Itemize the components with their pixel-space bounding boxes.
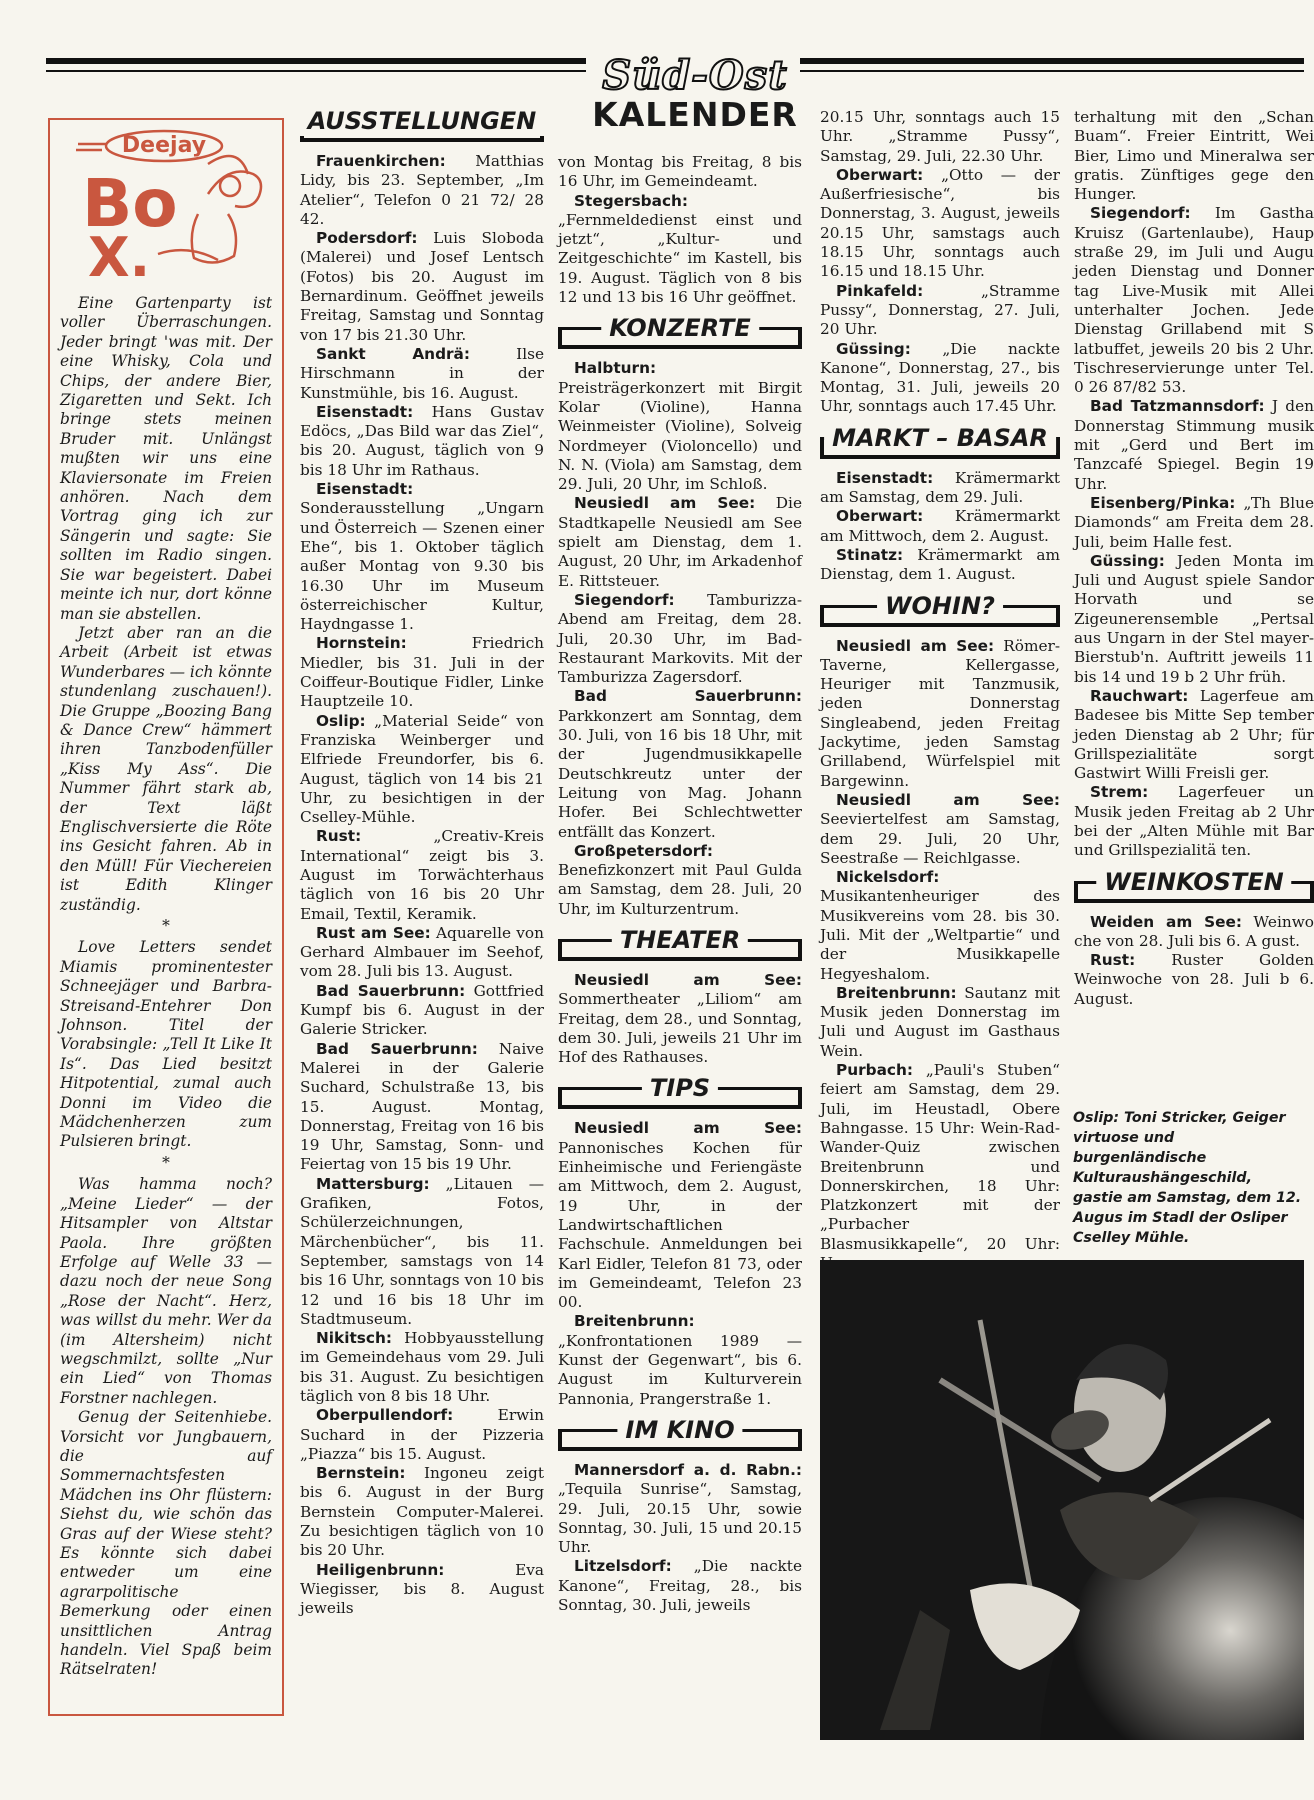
listing-text: Die Stadtkapelle Neusiedl am See spielt am Dienstag, dem 1. August, 20 Uhr, im Arkadenhof E. Rittsteuer. [558,494,803,590]
logo-bottom-text: X. [88,226,151,289]
listing-text: Römer-Taverne, Kellergasse, Heuriger mit Tanzmusik, jeden Donnerstag Singleabend, jeden Freitag Jackytime, jeden Samstag Grillabend, Würfelspiel mit Bargewinn. [820,636,1060,790]
listing-entry [1074,913,1314,952]
listing-entry [1074,108,1314,204]
section-header-tips [558,1073,802,1109]
listing-entry [820,868,1060,984]
listing-entry [1074,951,1314,1009]
listing-place: Güssing: [836,339,911,358]
listing-text: Parkkonzert am Sonntag, dem 30. Juli, von 16 bis 18 Uhr, mit der Jugendmusikkapelle Deutschkreutz unter der Leitung von Mag. Johann Hofer. Bei Schlechtwetter entfällt das Konzert. [558,706,802,841]
listing-entry [300,1561,544,1619]
listing-place: Oberwart: [836,507,924,526]
listing-place: Stegersbach: [574,191,689,210]
listing-place: Eisenstadt: [836,468,934,487]
listing-entry [1074,204,1314,397]
section-title: AUSSTELLUNGEN [300,106,545,136]
listing-place: Neusiedl am See: [836,636,995,655]
listing-place: Mannersdorf a. d. Rabn.: [574,1460,802,1479]
listing-text: von Montag bis Freitag, 8 bis 16 Uhr, im Gemeindeamt. [558,153,802,191]
listing-text: Ruster Golden Weinwoche von 28. Juli b 6. August. [1074,951,1314,1008]
listing-text: Jeden Monta im Juli und August spiele Sandor Horvath und se Zigeunerensemble „Pertsal aus Ungarn in der Stel mayer-Bierstub'n. Auftritt jeweils 11 bis 14 und 19 b 2 Uhr früh. [1074,551,1314,686]
listing-entry [1074,552,1314,687]
section-title: KONZERTE [601,313,759,343]
listing-text: Ingoneu zeigt bis 6. August in der Burg Bernstein Computer-Malerei. Zu besichtigen täglich von 10 bis 20 Uhr. [300,1464,544,1560]
listing-place: Stinatz: [836,545,904,564]
listing-entry [558,591,802,687]
sidebar-paragraph: Genug der Seitenhiebe. Vorsicht vor Jungbauern, die auf Sommernachtsfesten Mädchen ins Ohr flüstern: Siehst du, wie schön das Gras auf der Wiese steht? Es könnte sich dabei entweder um eine agrarpolitische Bemerkung oder einen unsittlichen Antrag handeln. Viel Spaß beim Rätselraten! [60,1408,272,1679]
listing-place: Breitenbrunn: [574,1312,695,1331]
top-rule-right [800,58,1304,64]
listing-entry [820,108,1060,166]
listing-entry [300,1175,544,1329]
listing-text: Sonderausstellung „Ungarn und Österreich — Szenen einer Ehe“, bis 1. Oktober täglich außer Montag von 9.30 bis 16.30 Uhr im Museum österreichischer Kultur, Haydngasse 1. [300,499,544,634]
listing-entry [558,1312,802,1408]
top-rule-right-thin [800,70,1304,72]
listing-text: 20.15 Uhr, sonntags auch 15 Uhr. „Stramme Pussy“, Samstag, 29. Juli, 22.30 Uhr. [820,108,1060,165]
listing-place: Eisenstadt: [316,402,414,421]
listing-text: Ilse Hirschmann in der Kunstmühle, bis 16. August. [300,344,544,402]
column-weinkosten [1074,108,1314,1009]
listing-text: Weinwo che von 28. Juli bis 6. A gust. [1074,912,1314,950]
listing-text: Pannonisches Kochen für Einheimische und Feriengäste am Mittwoch, dem 2. August, 19 Uhr, in der Landwirtschaftlichen Fachschule. Anmeldungen bei Karl Eidler, Telefon 81 73, oder im Gemeindeamt, Telefon 23 00. [558,1138,802,1312]
listing-place: Hornstein: [316,634,407,653]
listing-entry [558,1119,802,1312]
listing-entry [820,984,1060,1061]
column-ausstellungen [300,100,544,1619]
listing-place: Großpetersdorf: [574,841,714,860]
listing-place: Heiligenbrunn: [316,1560,445,1579]
deejay-logo-icon [58,124,270,289]
listing-entry [820,282,1060,340]
listing-place: Neusiedl am See: [836,790,1060,809]
listing-place: Pinkafeld: [836,281,924,300]
listing-place: Neusiedl am See: [574,970,802,989]
listing-text: Lagerfeuer un Musik jeden Freitag ab 2 Uhr bei der „Alten Mühle mit Bar und Grillspezialitä ten. [1074,783,1314,860]
listing-entry [1074,397,1314,493]
section-header-ausstellungen [300,106,544,142]
listing-entry [558,494,802,590]
listing-text: „Fernmeldedienst einst und jetzt“, „Kultur- und Zeitgeschichte“ im Kastell, bis 19. August. Täglich von 8 bis 12 und 13 bis 16 Uhr geöffnet. [558,210,802,307]
sidebar-paragraph: Was hamma noch? „Meine Lieder“ — der Hitsampler von Altstar Paola. Ihre größten Erfolge auf Welle 33 — dazu noch der neue Song „Rose der Nacht“. Herz, was willst du mehr. Wer da (im Altersheim) nicht wegschmilzt, sollte „Nur ein Lied“ von Thomas Forstner nachlegen. [60,1175,272,1407]
section-title: MARKT – BASAR [824,423,1056,453]
section-header-markt [820,423,1060,459]
listing-text: Lagerfeue am Badesee bis Mitte Sep tember jeden Dienstag ab 2 Uhr; für Grillspezialitäte sorgt Gastwirt Willi Freisli ger. [1074,686,1314,783]
listing-place: Rust am See: [316,923,431,942]
listing-text: Naive Malerei in der Galerie Suchard, Schulstraße 13, bis 15. August. Montag, Donnerstag, Freitag von 16 bis 19 Uhr, Samstag, Sonn- und Feiertag von 15 bis 19 Uhr. [300,1039,544,1174]
listing-text: Krämermarkt am Samstag, dem 29. Juli. [820,468,1060,507]
section-title: THEATER [612,925,748,955]
masthead-title: KALENDER [592,95,798,134]
listing-place: Purbach: [836,1061,913,1080]
listing-place: Strem: [1090,783,1149,802]
listing-text: „Pauli's Stuben“ feiert am Samstag, dem 29. Juli, im Heustadl, Obere Bahngasse. 15 Uhr: Wein-Rad-Wander-Quiz zwischen Breitenbrunn und Donnerskirchen, 18 Uhr: Platzkonzert mit der „Purbacher Blasmusikkapelle“, 20 Uhr: [820,1061,1060,1253]
listing-entry [558,971,802,1067]
listing-place: Mattersburg: [316,1174,430,1193]
photo-caption: Oslip: Toni Stricker, Geiger virtuose und burgenländische Kulturaushängeschild, gastie am Samstag, dem 12. Augus im Stadl der Osliper Cselley Mühle. [1073,1110,1302,1246]
listing-text: Gottfried Kumpf bis 6. August in der Galerie Stricker. [300,981,545,1039]
listing-entry [558,842,802,919]
listing-text: „Stramme Pussy“, Donnerstag, 27. Juli, 20 Uhr. [820,281,1060,339]
listing-text: Im Gastha Kruisz (Gartenlaube), Haup straße 29, im Juli und Augu jeden Dienstag und Donner tag Live-Musik mit Allei unterhalter Jochen. Jede Dienstag Grillabend mit S latbuffet, jeweils 20 bis 2 Uhr. Tischreservierunge unter Tel. 0 26 87/82 53. [1074,204,1314,397]
listing-entry [300,827,544,923]
listing-place: Eisenstadt: [316,480,414,499]
listing-text: Matthias Lidy, bis 23. September, „Im Atelier“, Telefon 0 21 72/ 28 42. [300,152,544,228]
listing-entry [558,153,802,192]
listing-place: Frauenkirchen: [316,152,446,170]
listing-text: „Tequila Sunrise“, Samstag, 29. Juli, 20.15 Uhr, sowie Sonntag, 30. Juli, 15 und 20.15 Uhr. [558,1480,802,1557]
listing-text: Preisträgerkonzert mit Birgit Kolar (Violine), Hanna Weinmeister (Violine), Solveig Nordmeyer (Violoncello) und N. N. (Viola) am Samstag, dem 29. Juli, 20 Uhr, im Schloß. [558,378,802,494]
listing-place: Siegendorf: [574,590,675,609]
listing-text: Krämermarkt am Dienstag, dem 1. August. [820,545,1060,584]
listing-entry [300,982,544,1040]
violinist-image-icon [820,1260,1304,1740]
listing-place: Güssing: [1090,551,1165,570]
listing-text: „Th Blue Diamonds“ am Freita dem 28. Juli, beim Halle fest. [1074,493,1314,551]
listing-place: Bad Sauerbrunn: [316,981,466,1000]
section-header-konzerte [558,313,802,349]
sidebar-paragraph: Love Letters sendet Miamis prominentester Schneejäger und Barbra-Streisand-Entehrer Don Johnson. Titel der Vorabsingle: „Tell It Like It Is“. Das Lied besitzt Hitpotential, zumal auch Donni im Video die Mädchenherzen zum Pulsieren bringt. [60,938,272,1151]
listing-text: Krämermarkt am Mittwoch, dem 2. August. [820,507,1060,545]
column-konzerte [558,153,802,1615]
listing-place: Litzelsdorf: [574,1557,672,1576]
column-markt-wohin [820,108,1060,1273]
listing-place: Halbturn: [574,359,657,378]
section-header-kino [558,1415,802,1451]
listing-text: Eva Wiegisser, bis 8. August jeweils [300,1560,544,1618]
listing-place: Neusiedl am See: [574,1119,802,1138]
top-rule-left [46,58,586,64]
sidebar-paragraph: Jetzt aber ran an die Arbeit (Arbeit ist etwas Wunderbares — ich könnte stundenlang zuschauen!). Die Gruppe „Boozing Bang & Dance Crew“ hämmert ihren Tanzbodenfüller „Kiss My Ass“. Die Nummer fährt stark ab, der Text läßt Englischversierte die Röte ins Gesicht fahren. Ab in den Müll! Für Viechereien ist Edith Klinger zuständig. [60,623,272,914]
listing-place: Bad Tatzmannsdorf: [1090,397,1265,416]
listing-entry [1074,494,1314,552]
listing-entry [558,1461,802,1557]
listing-text: Luis Sloboda (Malerei) und Josef Lentsch (Fotos) bis 20. August im Bernardinum. Geöffnet jeweils Freitag, Samstag und Sonntag von 17 bis 21.30 Uhr. [300,229,544,344]
listing-place: Siegendorf: [1090,204,1191,223]
listing-text: Hobbyausstellung im Gemeindehaus vom 29. Juli bis 31. August. Zu besichtigen täglich von 8 bis 18 Uhr. [300,1329,544,1405]
listing-entry [1074,783,1314,860]
section-title: IM KINO [617,1415,742,1445]
listing-place: Podersdorf: [316,229,418,248]
listing-entry [558,359,802,494]
listing-place: Rust: [316,827,362,846]
listing-place: Rauchwart: [1090,686,1189,705]
section-title: WEINKOSTEN [1096,867,1291,897]
section-title: WOHIN? [877,591,1003,621]
listing-place: Bernstein: [316,1464,406,1483]
listing-entry [300,152,544,229]
masthead [560,52,830,136]
listing-text: „Creativ-Kreis International“ zeigt bis 3. August im Torwächterhaus täglich von 16 bis 20 Uhr Email, Textil, Keramik. [300,827,544,923]
sidebar-separator: * [162,917,170,935]
listing-place: Eisenberg/Pinka: [1090,493,1236,512]
listing-place: Weiden am See: [1090,912,1243,931]
listing-place: Sankt Andrä: [316,344,470,363]
deejay-box-logo [58,124,270,289]
logo-middle-text: Bo [82,165,178,242]
masthead-subtitle: Süd-Ost [602,52,788,99]
listing-entry [558,192,802,308]
listing-place: Bad Sauerbrunn: [316,1039,478,1058]
listing-place: Nikitsch: [316,1329,392,1348]
sidebar-separator: * [162,1153,170,1172]
listing-entry [1074,687,1314,783]
listing-text: Hans Gustav Edöcs, „Das Bild war das Ziel“, bis 20. August, täglich von 9 bis 18 Uhr im Rathaus. [300,402,544,479]
section-title: TIPS [642,1073,718,1103]
section-header-theater [558,925,802,961]
listing-text: „Litauen — Grafiken, Fotos, Schülerzeichnungen, Märchenbücher“, bis 11. September, samstags von 14 bis 16 Uhr, sonntags von 10 bis 12 und 16 bis 18 Uhr im Stadtmuseum. [300,1174,544,1328]
listing-entry [300,229,544,345]
listing-place: Breitenbrunn: [836,983,957,1002]
listing-entry [820,469,1060,508]
listing-text: Musikantenheuriger des Musikvereins vom 28. bis 30. Juli. Mit der „Weltpartie“ und der Musikkapelle Hegyeshalom. [820,887,1060,983]
listing-entry [300,1329,544,1406]
listing-entry [820,791,1060,868]
listing-text: Benefizkonzert mit Paul Gulda am Samstag, dem 28. Juli, 20 Uhr, im Kulturzentrum. [558,861,802,918]
listing-entry [300,345,544,403]
deejay-box-text [60,294,272,1680]
listing-entry [820,507,1060,546]
listing-text: Aquarelle von Gerhard Almbauer im Seehof, vom 28. Juli bis 13. August. [300,923,544,981]
listing-text: Friedrich Miedler, bis 31. Juli in der Coiffeur-Boutique Fidler, Linke Hauptzeile 10. [300,634,544,711]
listing-text: Sommertheater „Liliom“ am Freitag, dem 28., und Sonntag, dem 30. Juli, jeweils 21 Uhr im Hof des Rathauses. [558,990,802,1067]
listing-text: Tamburizza-Abend am Freitag, dem 28. Juli, 20.30 Uhr, im Bad-Restaurant Markovits. Mit der Tamburizza Zagersdorf. [558,590,802,687]
section-header-weinkosten [1074,867,1314,903]
top-rule-left-thin [46,70,586,72]
listing-place: Bad Sauerbrunn: [574,687,802,706]
listing-text: Seeviertelfest am Samstag, dem 29. Juli, 20 Uhr, Seestraße — Reichlgasse. [820,810,1060,867]
listing-entry [820,166,1060,282]
listing-entry [300,1406,544,1464]
logo-top-text: Deejay [121,133,207,158]
listing-entry [300,634,544,711]
listing-place: Rust: [1090,951,1136,970]
listing-entry [820,340,1060,417]
listing-text: „Otto — der Außerfriesische“, bis Donnerstag, 3. August, jeweils 20.15 Uhr, samstags auch 18.15 Uhr, sonntags auch 16.15 und 18.15 Uhr. [820,165,1060,281]
sidebar-paragraph: Eine Gartenparty ist voller Überraschungen. Jeder bringt 'was mit. Der eine Whisky, Cola und Chips, der andere Bier, Zigaretten und Sekt. Ich bringe stets meinen Bruder mit. Unlängst mußten wir uns eine Klaviersonate im Freien anhören. Nach dem Vortrag ging ich zur Sängerin und sagte: Sie sollten im Radio singen. Sie war begeistert. Dabei meinte ich nur, dort könne man sie abstellen. [60,294,272,623]
listing-entry [558,1557,802,1615]
listing-text: terhaltung mit den „Schan Buam“. Freier Eintritt, Wei Bier, Limo und Mineralwa ser gratis. Zünftiges gege den Hunger. [1074,108,1314,204]
listing-text: „Die nackte Kanone“, Freitag, 28., bis Sonntag, 30. Juli, jeweils [558,1557,802,1614]
section-header-wohin [820,591,1060,627]
listing-text: J den Donnerstag Stimmung musik mit „Gerd und Bert im Tanzcafé Spiegel. Begin 19 Uhr. [1074,397,1314,493]
listing-entry [300,924,544,982]
listing-text: Sautanz mit Musik jeden Donnerstag im Juli und August im Gasthaus Wein. [820,983,1060,1060]
listing-text: „Die nackte Kanone“, Donnerstag, 27., bis Montag, 31. Juli, jeweils 20 Uhr, sonntags auch 17.45 Uhr. [820,339,1060,416]
listing-place: Oslip: [316,711,366,730]
listing-entry [820,637,1060,791]
listing-text: „Konfrontationen 1989 — Kunst der Gegenwart“, bis 6. August im Kulturverein Pannonia, Prangerstraße 1. [558,1331,802,1408]
listing-entry [300,712,544,828]
listing-place: Oberwart: [836,165,924,184]
listing-entry [300,1464,544,1560]
listing-text: Erwin Suchard in der Pizzeria „Piazza“ bis 15. August. [300,1406,544,1463]
listing-place: Oberpullendorf: [316,1406,454,1425]
listing-entry [300,1040,544,1175]
column-right-clip [1074,108,1314,1108]
listing-entry [300,480,544,634]
listing-entry [820,1061,1060,1273]
violinist-photo [820,1260,1304,1740]
listing-entry [558,687,802,841]
listing-place: Nickelsdorf: [836,868,940,887]
listing-place: Neusiedl am See: [574,494,756,513]
listing-text: „Material Seide“ von Franziska Weinberger und Elfriede Freundorfer, bis 6. August, täglich von 14 bis 21 Uhr, zu besichtigen in der Cselley-Mühle. [300,711,544,827]
listing-entry [300,403,544,480]
listing-entry [820,546,1060,585]
